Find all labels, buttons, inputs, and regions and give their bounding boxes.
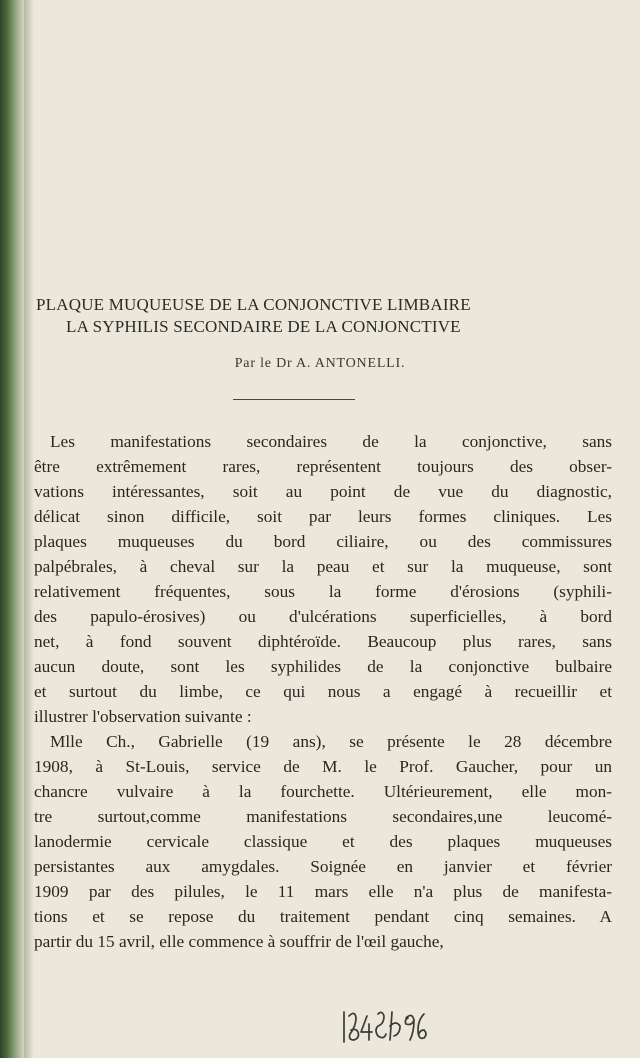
body-line: relativement fréquentes, sous la forme d'érosions (syphili- (34, 582, 612, 601)
author-byline: Par le Dr A. ANTONELLI. (234, 356, 406, 371)
body-line: vations intéressantes, soit au point de vue du diagnostic, (34, 482, 612, 501)
body-line: 1909 par des pilules, le 11 mars elle n'a plus de manifesta- (34, 882, 612, 901)
article-body (34, 429, 612, 954)
article-title-line-2: LA SYPHILIS SECONDAIRE DE LA CONJONCTIVE (66, 317, 461, 336)
body-line: net, à fond souvent diphtéroïde. Beaucoup plus rares, sans (34, 632, 612, 651)
body-line: tre surtout,comme manifestations secondaires,une leucomé- (34, 807, 612, 826)
body-line: tions et se repose du traitement pendant cinq semaines. A (34, 907, 612, 926)
binding-gutter (0, 0, 24, 1058)
article-title-line-1: PLAQUE MUQUEUSE DE LA CONJONCTIVE LIMBAIRE (36, 295, 471, 314)
body-line: 1908, à St-Louis, service de M. le Prof. Gaucher, pour un (34, 757, 612, 776)
title-divider (233, 399, 355, 400)
body-line: lanodermie cervicale classique et des plaques muqueuses (34, 832, 612, 851)
body-line: plaques muqueuses du bord ciliaire, ou des commissures (34, 532, 612, 551)
handwritten-shelfmark (340, 1006, 432, 1046)
body-line: partir du 15 avril, elle commence à souffrir de l'œil gauche, (34, 932, 444, 951)
body-line: persistantes aux amygdales. Soignée en janvier et février (34, 857, 612, 876)
body-line: et surtout du limbe, ce qui nous a engagé à recueillir et (34, 682, 612, 701)
body-line: illustrer l'observation suivante : (34, 707, 252, 726)
body-line: chancre vulvaire à la fourchette. Ultérieurement, elle mon- (34, 782, 612, 801)
body-line: des papulo-érosives) ou d'ulcérations superficielles, à bord (34, 607, 612, 626)
body-line: délicat sinon difficile, soit par leurs formes cliniques. Les (34, 507, 612, 526)
body-line: aucun doute, sont les syphilides de la conjonctive bulbaire (34, 657, 612, 676)
body-line: Les manifestations secondaires de la conjonctive, sans (50, 432, 612, 451)
body-line: palpébrales, à cheval sur la peau et sur la muqueuse, sont (34, 557, 612, 576)
gutter-shadow (24, 0, 34, 1058)
body-line: être extrêmement rares, représentent toujours des obser- (34, 457, 612, 476)
body-line: Mlle Ch., Gabrielle (19 ans), se présente le 28 décembre (50, 732, 612, 751)
